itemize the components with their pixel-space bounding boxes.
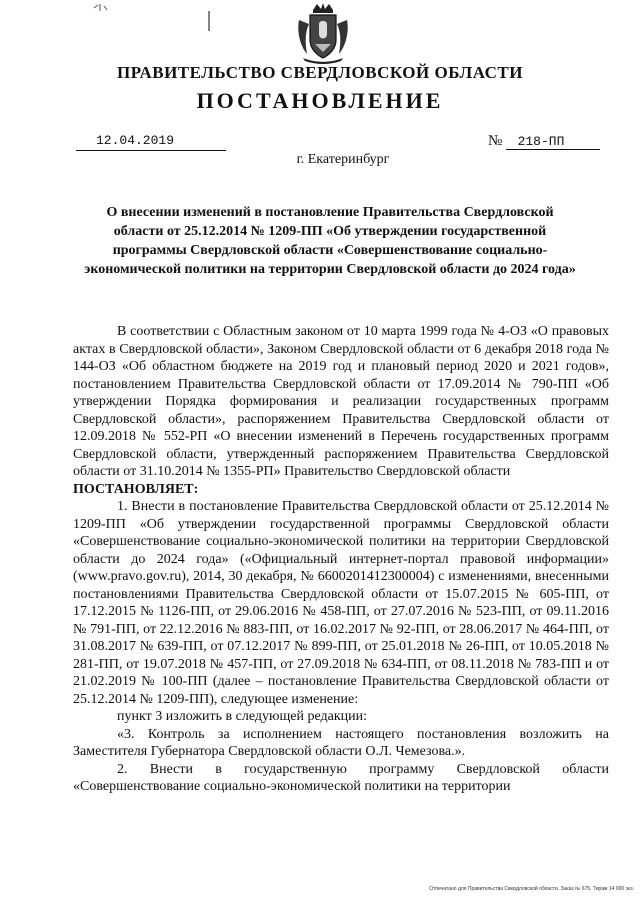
document-body: [73, 323, 609, 796]
clause-1-quote: «3. Контроль за исполнением настоящего постановления возложить на Заместителя Губернатора Свердловской области О.Л. Чемезова.».: [73, 726, 609, 759]
coat-of-arms-icon: [295, 2, 351, 64]
document-type: ПОСТАНОВЛЕНИЕ: [196, 88, 444, 113]
clause-1: 1. Внести в постановление Правительства Свердловской области от 25.12.2014 № 1209-ПП «Об утверждении государственной программы Свердловской области «Совершенствование социально-экономической политики на территории Свердловской области до 2024 года» («Официальный интернет-портал правовой информации» (www.pravo.gov.ru), 2014, 30 декабря, № 6600201412300004) с изменениями, внесенными постановлениями Правительства Свердловской области от 15.07.2015 № 605-ПП, от 17.12.2015 № 1126-ПП, от 29.06.2016 № 458-ПП, от 27.07.2016 № 523-ПП, от 09.11.2016 № 791-ПП, от 22.12.2016 № 883-ПП, от 16.02.2017 № 92-ПП, от 28.06.2017 № 464-ПП, от 31.08.2017 № 639-ПП, от 07.12.2017 № 899-ПП, от 25.01.2018 № 26-ПП, от 10.05.2018 № 281-ПП, от 19.07.2018 № 457-ПП, от 27.09.2018 № 634-ПП, от 08.11.2018 № 783-ПП и от 21.02.2019 № 100-ПП (далее – постановление Правительства Свердловской области от 25.12.2014 № 1209-ПП), следующее изменение:: [73, 499, 609, 707]
print-footer: Отпечатано для Правительства Свердловской области. Заказ № 675. Тираж 14 000 экз.: [429, 886, 634, 892]
number-sign: №: [488, 133, 503, 149]
document-number: 218-ПП: [506, 134, 600, 150]
document-date: 12.04.2019: [76, 133, 226, 151]
clause-2: 2. Внести в государственную программу Свердловской области «Совершенствование социально-экономической политики на территории: [73, 761, 609, 794]
preamble-paragraph: В соответствии с Областным законом от 10 марта 1999 года № 4-ОЗ «О правовых актах в Свердловской области», Законом Свердловской области от 6 декабря 2018 года № 144-ОЗ «Об областном бюджете на 2019 год и плановый период 2020 и 2021 годов», постановлением Правительства Свердловской области от 17.09.2014 № 790-ПП «Об утверждении Порядка формирования и реализации государственных программ Свердловской области», распоряжением Правительства Свердловской области от 12.09.2018 № 552-РП «О внесении изменений в Перечень государственных программ Свердловской области, утвержденный распоряжением Правительства Свердловской области от 31.10.2014 № 1355-РП» Правительство Свердловской области: [73, 324, 609, 479]
handwritten-tick: [207, 10, 211, 32]
handwritten-mark: [92, 2, 112, 14]
resolves-keyword: ПОСТАНОВЛЯЕТ:: [73, 481, 199, 497]
document-subject: О внесении изменений в постановление Правительства Свердловской области от 25.12.2014 № 1209-ПП «Об утверждении государственной программы Свердловской области «Совершенствование социально-экономической политики на территории Свердловской области до 2024 года»: [84, 205, 576, 277]
document-city: г. Екатеринбург: [296, 152, 390, 167]
government-title: ПРАВИТЕЛЬСТВО СВЕРДЛОВСКОЙ ОБЛАСТИ: [117, 63, 523, 82]
document-number-block: [488, 133, 610, 151]
clause-1-instruction: пункт 3 изложить в следующей редакции:: [117, 709, 367, 724]
